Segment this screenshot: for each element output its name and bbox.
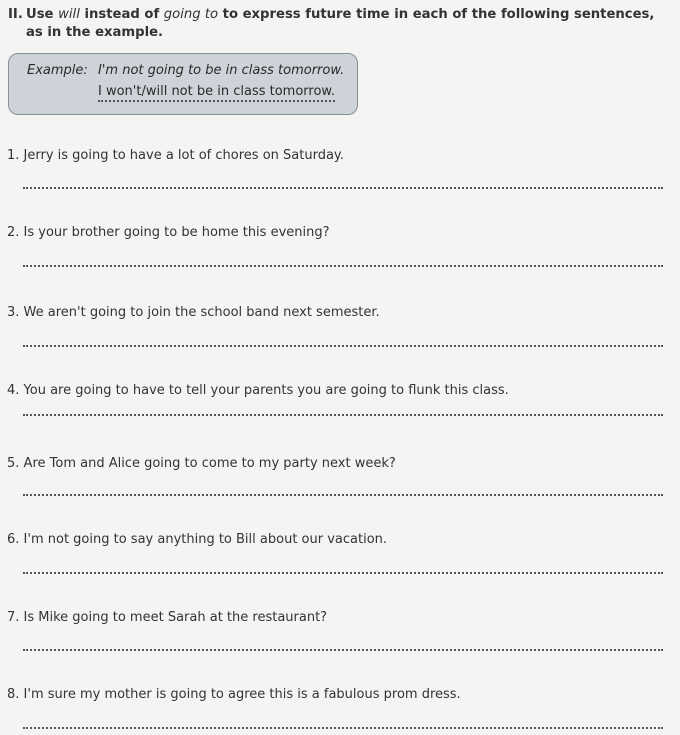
example-label: Example: — [27, 63, 88, 78]
answer-line-1[interactable] — [23, 187, 663, 189]
question-text: I'm not going to say anything to Bill about our vacation. — [23, 532, 388, 547]
question-text: I'm sure my mother is going to agree this is a fabulous prom dress. — [23, 687, 461, 702]
question-3 — [7, 305, 380, 320]
instruction-text: Use will instead of going to to express future time in each of the following sentences, as in the example. — [26, 7, 655, 40]
question-number: 4. — [7, 383, 20, 398]
section-number: II. — [8, 7, 23, 22]
question-2 — [7, 225, 330, 240]
question-7 — [7, 610, 327, 625]
answer-line-2[interactable] — [23, 265, 663, 267]
question-1 — [7, 148, 344, 163]
question-5 — [7, 456, 396, 471]
answer-line-3[interactable] — [23, 345, 663, 347]
question-text: Is Mike going to meet Sarah at the restaurant? — [23, 610, 328, 625]
answer-line-8[interactable] — [23, 727, 663, 729]
answer-line-4[interactable] — [23, 414, 663, 416]
question-text: Is your brother going to be home this evening? — [23, 225, 330, 240]
question-number: 2. — [7, 225, 20, 240]
question-text: Are Tom and Alice going to come to my party next week? — [23, 456, 396, 471]
question-text: You are going to have to tell your parents you are going to flunk this class. — [23, 383, 509, 398]
answer-line-5[interactable] — [23, 494, 663, 496]
question-number: 6. — [7, 532, 20, 547]
instructions — [8, 6, 672, 42]
example-sentence: I'm not going to be in class tomorrow. — [98, 63, 345, 78]
question-number: 1. — [7, 148, 20, 163]
question-4 — [7, 383, 509, 398]
question-text: Jerry is going to have a lot of chores on Saturday. — [23, 148, 344, 163]
example-answer: I won't/will not be in class tomorrow. — [98, 84, 335, 102]
question-6 — [7, 532, 387, 547]
question-number: 3. — [7, 305, 20, 320]
question-number: 7. — [7, 610, 20, 625]
answer-line-7[interactable] — [23, 649, 663, 651]
question-text: We aren't going to join the school band next semester. — [23, 305, 380, 320]
question-number: 8. — [7, 687, 20, 702]
question-number: 5. — [7, 456, 20, 471]
answer-line-6[interactable] — [23, 572, 663, 574]
question-8 — [7, 687, 461, 702]
example-box — [8, 53, 358, 115]
